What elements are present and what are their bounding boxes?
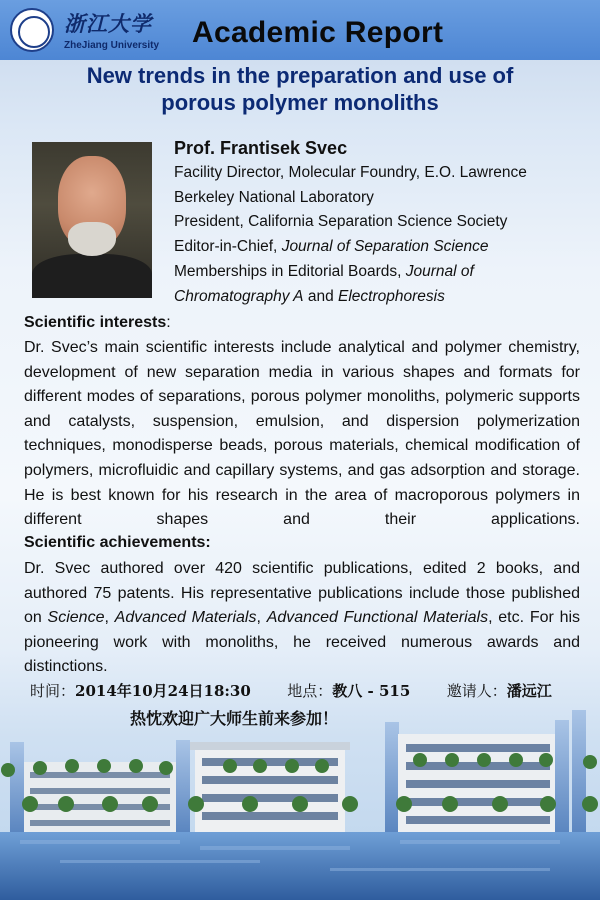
speaker-editor-line: Editor-in-Chief, Journal of Separation Science xyxy=(174,238,489,256)
speaker-boards-line: Memberships in Editorial Boards, Journal of xyxy=(174,262,474,280)
time-value: 2014年10月24日18:30 xyxy=(75,682,251,700)
university-name-en: ZheJiang University xyxy=(64,40,160,51)
speaker-photo xyxy=(32,142,152,298)
interests-heading: Scientific interests: xyxy=(24,314,171,331)
speaker-name: Prof. Frantisek Svec xyxy=(174,138,348,158)
achievements-text: Dr. Svec authored over 420 scientific publications, edited 2 books, and authored 75 patents. His representative publications include those published on Science, Advanced Materials, Advanced Functional Materials, etc. For his pioneering work with monoliths, he received numerous awards and distinctions. xyxy=(24,560,581,676)
report-title: Academic Report xyxy=(192,16,444,49)
place-value: 教八 - 515 xyxy=(332,682,411,700)
speaker-position-2: Berkeley National Laboratory xyxy=(174,188,374,206)
header-band xyxy=(0,0,600,60)
inviter-value: 潘远江 xyxy=(506,682,552,700)
event-details xyxy=(30,680,552,701)
interests-text: Dr. Svec’s main scientific interests include analytical and polymer chemistry, development of new separation media in various shapes and formats for different modes of separations, porous polymer monoliths, polymeric supports and catalysts, suspension, emulsion, and dispersion polymerization techniques, monodisperse beads, porous materials, chemical modification of polymers, microfluidic and capillary systems, and gas adsorption and storage. He is best known for his research in the area of macroporous polymers in different shapes and their applications. xyxy=(24,339,580,529)
university-name-cn: 浙江大学 xyxy=(64,11,152,36)
inviter-label: 邀请人： xyxy=(446,682,507,700)
campus-building-illustration xyxy=(0,700,600,900)
speaker-info xyxy=(174,161,574,309)
speaker-position-1: Facility Director, Molecular Foundry, E.O. Lawrence xyxy=(174,164,527,181)
speaker-boards-line-2: Chromatography A and Electrophoresis xyxy=(174,287,445,305)
time-label: 时间： xyxy=(30,682,76,700)
university-seal-icon xyxy=(10,8,54,52)
welcome-text: 热忱欢迎广大师生前来参加！ xyxy=(130,709,339,728)
talk-title: New trends in the preparation and use of porous polymer monoliths xyxy=(86,63,514,115)
speaker-position-3: President, California Separation Science Society xyxy=(174,213,508,231)
place-label: 地点： xyxy=(287,682,333,700)
university-logo xyxy=(10,8,200,52)
achievements-heading: Scientific achievements: xyxy=(24,534,211,551)
